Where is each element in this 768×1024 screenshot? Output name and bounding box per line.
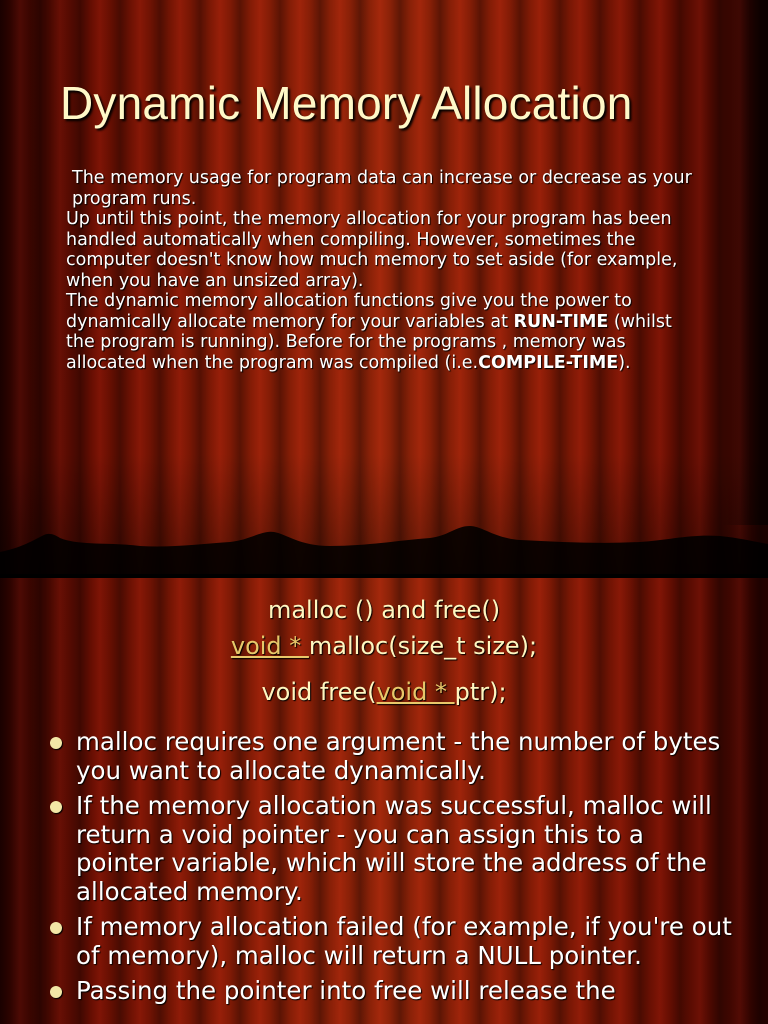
bullet-text: malloc requires one argument - the number of bytes you want to allocate dynamically.	[76, 727, 721, 785]
list-item	[44, 792, 734, 906]
list-item	[44, 728, 734, 785]
slide-right-border	[722, 0, 768, 525]
bullet-text: If the memory allocation was successful, malloc will return a void pointer - you can assign this to a pointer variable, which will store the address of the allocated memory.	[76, 791, 712, 906]
slide-2	[0, 578, 768, 1024]
paragraph-text: (whilst the program is running). Before for the programs , memory was allocated when the program was compiled (i.e.	[66, 311, 672, 373]
run-time-term: RUN-TIME	[513, 311, 609, 332]
paragraph-memory-usage: The memory usage for program data can increase or decrease as your program runs.	[72, 168, 692, 209]
paragraph-dynamic-functions	[66, 291, 706, 373]
compile-time-term: COMPILE-TIME	[478, 352, 619, 373]
bullet-icon	[50, 801, 62, 813]
slide-body	[66, 168, 706, 373]
slide-title: Dynamic Memory Allocation	[60, 77, 633, 129]
bullet-text: Passing the pointer into free will release the	[76, 976, 616, 1005]
paragraph-automatic-allocation: Up until this point, the memory allocation for your program has been handled automatically when compiling. However, sometimes the computer doesn't know how much memory to set aside (for example, when you have an unsized array).	[66, 209, 678, 291]
free-signature-suffix: ptr);	[454, 678, 507, 706]
paragraph-text: ).	[618, 352, 631, 373]
bullet-icon	[50, 737, 62, 749]
bullet-icon	[50, 986, 62, 998]
paragraph-text: The dynamic memory allocation functions give you the power to dynamically allocate memory for your variables at	[66, 291, 632, 332]
list-item	[44, 913, 734, 970]
curtain-valance	[0, 512, 768, 574]
bullet-text: If memory allocation failed (for example, if you're out of memory), malloc will return a NULL pointer.	[76, 912, 732, 970]
bullet-list	[44, 728, 734, 1013]
void-pointer-link[interactable]: void *	[376, 678, 455, 706]
list-item	[44, 977, 734, 1006]
malloc-signature-text: malloc(size_t size);	[308, 632, 538, 660]
free-signature-prefix: void free(	[261, 678, 377, 706]
malloc-signature	[0, 632, 768, 660]
free-signature	[0, 678, 768, 706]
void-pointer-link[interactable]: void *	[230, 632, 309, 660]
heading-malloc-free: malloc () and free()	[267, 596, 501, 624]
bullet-icon	[50, 922, 62, 934]
